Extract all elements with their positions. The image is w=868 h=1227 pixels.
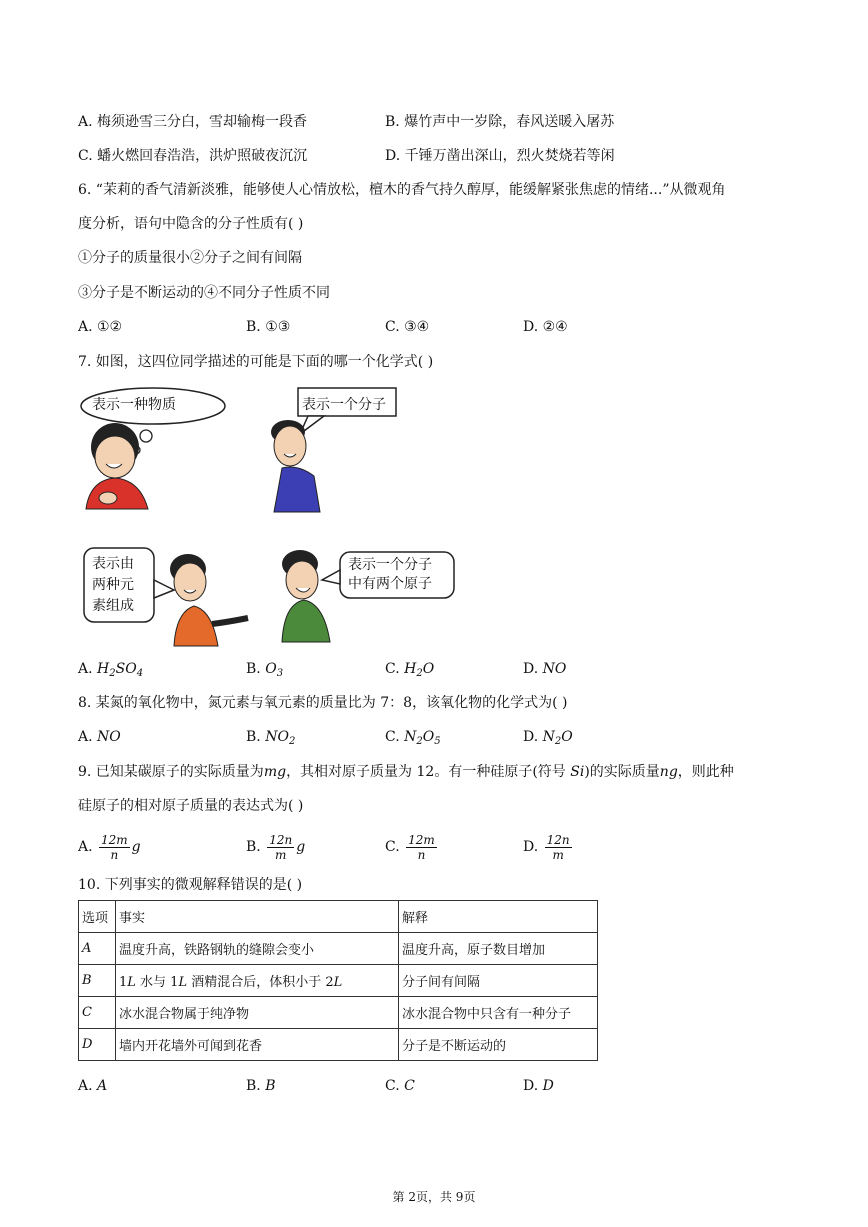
four-students-illustration	[78, 384, 498, 656]
table-row	[79, 933, 598, 965]
bubble-bottom-right-line1: 表示一个分子	[348, 557, 432, 573]
q10-stem: 10. 下列事实的微观解释错误的是( )	[78, 877, 303, 893]
q8-option-c: C. $N_2O_5$	[385, 729, 441, 747]
q9-stem-line1: 9. 已知某碳原子的实际质量为mg，其相对原子质量为 12。有一种硅原子(符号 Si)的实际质量ng，则此种	[78, 764, 734, 780]
header-option: 选项	[79, 901, 116, 933]
bubble-text-bottom-right	[348, 556, 432, 594]
row-fact: 冰水混合物属于纯净物	[116, 997, 399, 1029]
q10-option-d: D. D	[523, 1078, 554, 1094]
boy-bottom-right-figure	[282, 550, 330, 642]
row-fact: 墙内开花墙外可闻到花香	[116, 1029, 399, 1061]
q7-stem: 7. 如图，这四位同学描述的可能是下面的哪一个化学式( )	[78, 354, 434, 370]
q9-option-b: B. $\frac{12n}{m}$ g	[246, 832, 306, 862]
q6-option-b: B. ①③	[246, 319, 291, 335]
q7-option-a: A. $H_2SO_4$	[78, 661, 144, 679]
q5-option-a: A. 梅须逊雪三分白，雪却输梅一段香	[78, 114, 308, 130]
boy-top-right-figure	[271, 420, 320, 512]
q8-option-d: D. $N_2O$	[523, 729, 573, 747]
q10-option-c: C. C	[385, 1078, 415, 1094]
row-explanation: 分子是不断运动的	[399, 1029, 598, 1061]
q9-stem-line2: 硅原子的相对原子质量的表达式为( )	[78, 798, 304, 814]
q9-option-c: C. $\frac{12m}{n}$	[385, 832, 435, 862]
bubble-bottom-left-line3: 素组成	[92, 598, 134, 614]
q6-stem-line2: 度分析，语句中隐含的分子性质有( )	[78, 216, 304, 232]
table-row	[79, 997, 598, 1029]
boy-top-left-figure	[86, 423, 148, 509]
q10-option-a: A. A	[78, 1078, 108, 1094]
girl-figure	[170, 554, 248, 646]
page-footer: 第 2页，共 9页	[392, 1190, 476, 1204]
q6-stem-line1: 6. “茉莉的香气清新淡雅，能够使人心情放松，檀木的香气持久醇厚，能缓解紧张焦虑的情绪...”从微观角	[78, 182, 726, 198]
bubble-bottom-right-line2: 中有两个原子	[348, 576, 432, 592]
row-key: A	[79, 933, 116, 965]
q6-option-d: D. ②④	[523, 319, 568, 335]
q10-option-b: B. B	[246, 1078, 276, 1094]
q5-option-d: D. 千锤万凿出深山，烈火焚烧若等闲	[385, 148, 615, 164]
q8-option-a: A. NO	[78, 729, 121, 745]
row-key: B	[79, 965, 116, 997]
row-fact: 温度升高，铁路钢轨的缝隙会变小	[116, 933, 399, 965]
q5-option-b: B. 爆竹声中一岁除，春风送暖入屠苏	[385, 114, 615, 130]
q6-option-a: A. ①②	[78, 319, 123, 335]
row-fact: 1L 水与 1L 酒精混合后，体积小于 2L	[116, 965, 399, 997]
q8-stem: 8. 某氮的氧化物中，氮元素与氧元素的质量比为 7：8，该氧化物的化学式为( )	[78, 695, 568, 711]
q7-option-b: B. $O_3$	[246, 661, 284, 679]
q7-option-c: C. $H_2O$	[385, 661, 435, 679]
bubble-text-top-left: 表示一种物质	[92, 397, 176, 413]
q9-option-a: A. $\frac{12m}{n}$ g	[78, 832, 141, 862]
q6-statement-1: ①分子的质量很小②分子之间有间隔	[78, 250, 302, 266]
students-drawing	[78, 384, 498, 656]
q7-option-d: D. NO	[523, 661, 567, 677]
row-explanation: 温度升高，原子数目增加	[399, 933, 598, 965]
q5-option-c: C. 蟠火燃回春浩浩，洪炉照破夜沉沉	[78, 148, 308, 164]
table-header-row	[79, 901, 598, 933]
row-key: C	[79, 997, 116, 1029]
table-row	[79, 1029, 598, 1061]
bubble-bottom-left-line2: 两种元	[92, 577, 134, 593]
q10-table	[78, 900, 598, 1061]
bubble-bottom-left-line1: 表示由	[92, 556, 134, 572]
bubble-text-top-right: 表示一个分子	[302, 397, 386, 413]
row-explanation: 冰水混合物中只含有一种分子	[399, 997, 598, 1029]
header-explanation: 解释	[399, 901, 598, 933]
bubble-text-bottom-left	[92, 554, 134, 617]
row-explanation: 分子间有间隔	[399, 965, 598, 997]
q9-option-d: D. $\frac{12n}{m}$	[523, 832, 570, 862]
q8-option-b: B. $NO_2$	[246, 729, 296, 747]
row-key: D	[79, 1029, 116, 1061]
table-row	[79, 965, 598, 997]
header-fact: 事实	[116, 901, 399, 933]
q6-option-c: C. ③④	[385, 319, 430, 335]
q6-statement-2: ③分子是不断运动的④不同分子性质不同	[78, 285, 330, 301]
